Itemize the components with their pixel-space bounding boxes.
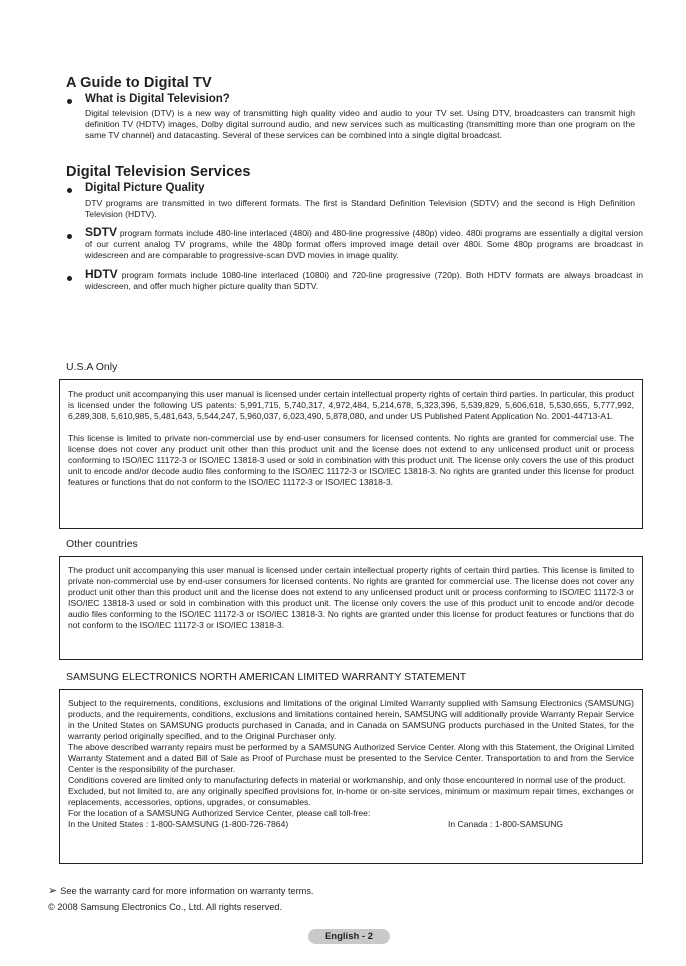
warranty-p5: For the location of a SAMSUNG Authorized Service Center, please call toll-free: (68, 808, 371, 818)
usa-license-box (59, 379, 643, 529)
us-phone: In the United States : 1-800-SAMSUNG (1-800-726-7864) (68, 819, 289, 829)
bullet-icon (67, 234, 72, 239)
warranty-note-text: See the warranty card for more information on warranty terms. (60, 886, 314, 896)
warranty-note (48, 884, 314, 897)
other-countries-heading: Other countries (66, 538, 138, 550)
warranty-p4: Excluded, but not limited to, are any originally specified provisions for, in-home or on-site services, minimum or maximum repair times, exchanges or replacements, accessories, options, upgrades, or consumables. (68, 786, 634, 807)
what-is-dtv-text: Digital television (DTV) is a new way of transmitting high quality video and audio to your TV set. Using DTV, broadcasters can transmit high definition TV (HDTV) images, Dolby digital surround audio, and new services such as multicasting (transmitting more than one program on the same TV channel) and datacasting. Several of these services can be combined into a single digital broadcast. (85, 108, 635, 140)
canada-phone: In Canada : 1-800-SAMSUNG (448, 819, 564, 829)
other-license-text: The product unit accompanying this user manual is licensed under certain intellectual property rights of certain third parties. This license is limited to private non-commercial use by end-user consumers for licensed contents. No rights are granted for commercial use. The license does not cover any product unit other than this product unit and the license does not extend to any unlicensed product unit or process conforming to ISO/IEC 11172-3 or ISO/IEC 13818-3 used or sold in combination with this product unit. The license only covers the use of this product unit to encode and/or decode audio files conforming to the ISO/IEC 11172-3 or ISO/IEC 13818-3. No rights are granted under this license for product features or functions that do not conform to the ISO/IEC 11172-3 or ISO/IEC 13818-3. (68, 565, 634, 630)
bullet-icon (67, 276, 72, 281)
warranty-phones (68, 819, 634, 830)
hdtv-label: HDTV (85, 267, 118, 281)
picture-quality-heading: Digital Picture Quality (85, 182, 205, 194)
warranty-p1: Subject to the requirements, conditions, exclusions and limitations of the original Limited Warranty supplied with Samsung Electronics (SAMSUNG) products, and the requirements, conditions, exclusions and limitations contained herein, SAMSUNG will additionally provide Warranty Repair Service in the United States on SAMSUNG products purchased in Canada, and in Canada on SAMSUNG products purchased in the United States, for the warranty period originally specified, and to the Original Purchaser only. (68, 698, 634, 741)
picture-quality-text: DTV programs are transmitted in two different formats. The first is Standard Definition Television (SDTV) and the second is High Definition Television (HDTV). (85, 198, 635, 219)
copyright: © 2008 Samsung Electronics Co., Ltd. All rights reserved. (48, 902, 283, 912)
bullet-icon (67, 188, 72, 193)
page-number-badge: English - 2 (308, 929, 390, 944)
hdtv-text: program formats include 1080-line interlaced (1080i) and 720-line progressive (720p). Both HDTV formats are always broadcast in widescreen, and offer much higher picture quality than SDTV. (85, 270, 643, 291)
bullet-icon (67, 99, 72, 104)
other-license-box (59, 556, 643, 660)
usa-license-text: This license is limited to private non-commercial use by end-user consumers for licensed contents. No rights are granted for commercial use. The license does not cover any product unit other than this product unit and the license does not extend to any unlicensed product unit or process conforming to ISO/IEC 11172-3 or ISO/IEC 13818-3 used or sold in combination with this product unit. The license only covers the use of this product unit to encode and/or decode audio files conforming to the ISO/IEC 11172-3 or ISO/IEC 13818-3. No rights are granted under this license for product features or functions that do not conform to the ISO/IEC 11172-3 or ISO/IEC 13818-3. (68, 433, 634, 487)
usa-heading: U.S.A Only (66, 361, 118, 373)
arrow-pointer-icon: ➢ (48, 885, 58, 897)
warranty-box (59, 689, 643, 864)
sdtv-text: program formats include 480-line interlaced (480i) and 480-line progressive (480p) video. 480i programs are essentially a digital version of our current analog TV programs, while the 480p format offers improved image detail over 480i. Some 480p programs are broadcast in widescreen and are comparable to progressive-scan DVD movies in image quality. (85, 228, 643, 260)
services-title: Digital Television Services (66, 164, 251, 180)
warranty-p2: The above described warranty repairs must be performed by a SAMSUNG Authorized Service Center. Along with this Statement, the Original Limited Warranty Statement and a dated Bill of Sale as Proof of Purchase must be presented to the Service Center. Transportation to and from the Service Center is the responsibility of the purchaser. (68, 742, 634, 774)
warranty-heading: SAMSUNG ELECTRONICS NORTH AMERICAN LIMITED WARRANTY STATEMENT (66, 671, 467, 683)
usa-patent-text: The product unit accompanying this user manual is licensed under certain intellectual property rights of certain third parties. In particular, this product is licensed under the following US patents: 5,991,715, 5,740,317, 4,972,484, 5,214,678, 5,323,396, 5,539,829, 5,606,618, 5,530,655, 5,777,992, 6,289,308, 5,610,985, 5,481,643, 5,544,247, 5,960,037, 6,023,490, 5,878,080, and under US Published Patent Application No. 2001-44713-A1. (68, 389, 634, 421)
sdtv-label: SDTV (85, 225, 118, 239)
what-is-dtv-heading: What is Digital Television? (85, 93, 230, 105)
sdtv-paragraph (85, 227, 643, 261)
guide-title: A Guide to Digital TV (66, 75, 212, 91)
warranty-p3: Conditions covered are limited only to manufacturing defects in material or workmanship, and only those encountered in normal use of the product. (68, 775, 626, 785)
hdtv-paragraph (85, 269, 643, 292)
